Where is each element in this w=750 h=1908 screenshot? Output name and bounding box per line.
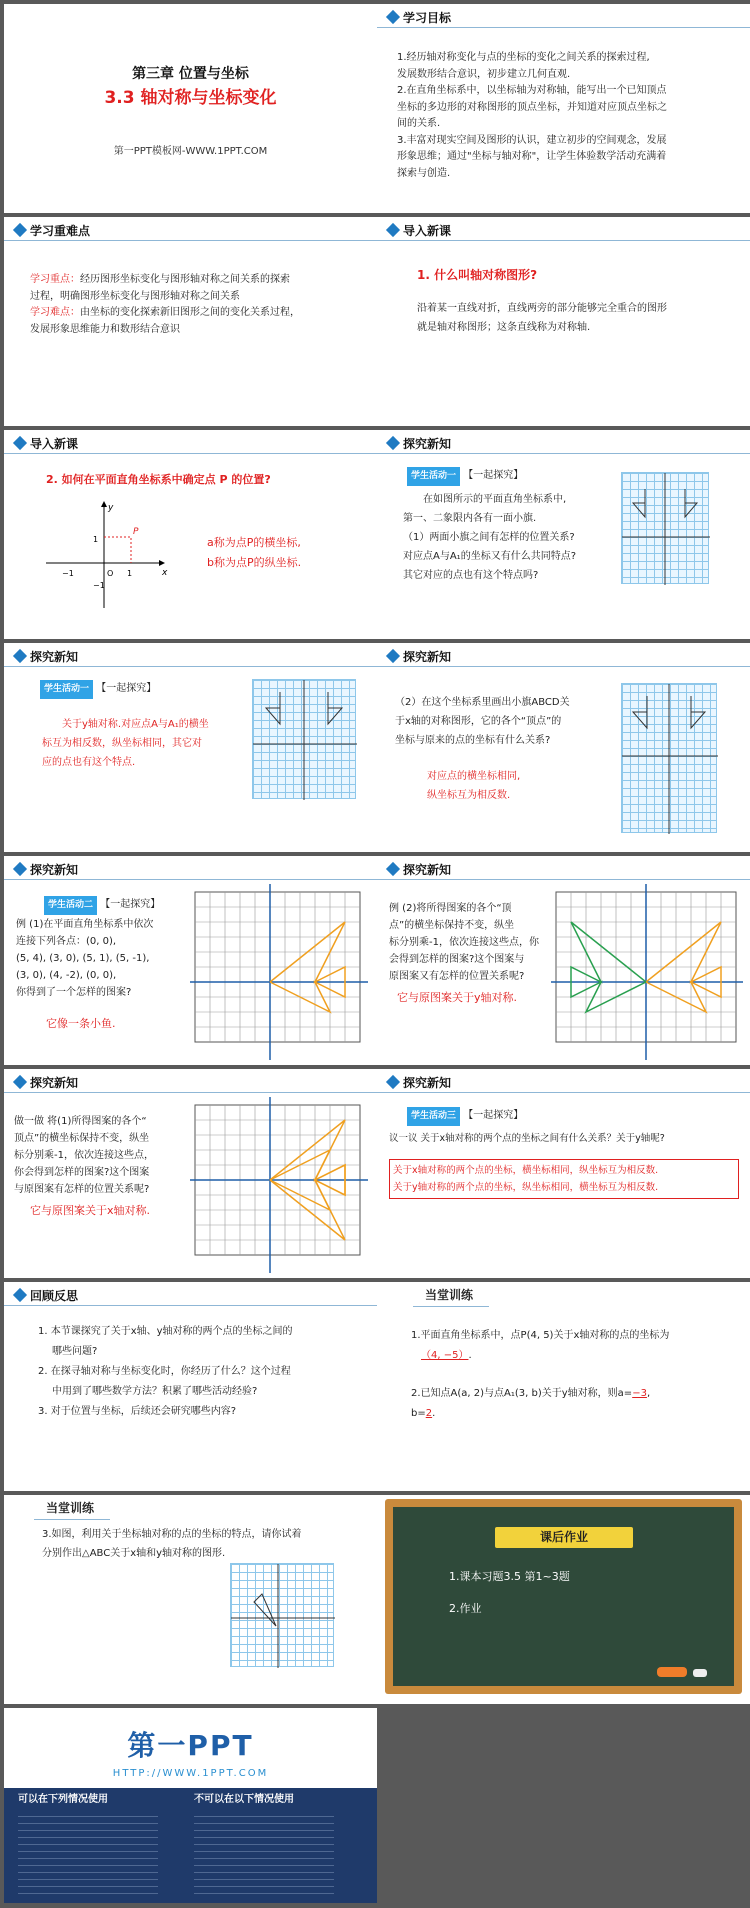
svg-text:1: 1 — [93, 535, 99, 544]
svg-text:y: y — [108, 503, 114, 513]
slide-title[interactable] — [4, 4, 377, 213]
activity-text: 例 (2)将所得图案的各个“顶 点”的横坐标保持不变，纵坐 标分别乘-1，依次连接这些点，你 会得到怎样的图案?这个图案与 原图案又有怎样的位置关系呢? — [389, 903, 539, 982]
homework-title: 课后作业 — [495, 1527, 633, 1548]
question-text: 2. 如何在平面直角坐标系中确定点 P 的位置? — [46, 473, 271, 486]
answer-text: 关于y轴对称.对应点A与A₁的横坐 标互为相反数，纵坐标相同，其它对 应的点也有这个特点. — [42, 719, 209, 768]
answer-text: 它与原图案关于x轴对称. — [30, 1204, 151, 1217]
slide-brand[interactable] — [4, 1708, 377, 1903]
fish-graph — [190, 882, 374, 1062]
can-use-heading: 可以在下列情况使用 — [18, 1794, 108, 1805]
slide-footer: 第一PPT模板网-WWW.1PPT.COM — [113, 146, 268, 157]
answer-text: 它与原图案关于y轴对称. — [397, 991, 518, 1004]
review-list: 1. 本节课探究了关于x轴、y轴对称的两个点的坐标之间的 哪些问题? 2. 在探寻轴对称与坐标变化时，你经历了什么？这个过程 中用到了哪些数学方法？积累了哪些活动经验? 3. 对于位置与坐标，后续还会研究哪些内容? — [38, 1326, 293, 1417]
lesson-title: 3.3 轴对称与坐标变化 — [104, 88, 277, 108]
brand-url[interactable]: HTTP://WWW.1PPT.COM — [112, 1768, 269, 1779]
slide-title-text: 学习目标 — [403, 11, 452, 25]
goals-text: 1.经历轴对称变化与点的坐标的变化之间关系的探索过程, 发展数形结合意识，初步建立几何直观. 2.在直角坐标系中，以坐标轴为对称轴，能写出一个已知顶点 坐标的多边形的对称图形的顶点坐标，并知道对应顶点坐标之 间的关系. 3.丰富对现实空间及图形的认识，建立初步的空间观念，发展 形象思维；通过"坐标与轴对称"，让学生体验数学活动充满着 探索与创造. — [397, 52, 667, 179]
slide-title-text: 探究新知 — [403, 1076, 452, 1090]
activity-text: （2）在这个坐标系里画出小旗ABCD关 于x轴的对称图形，它的各个“顶点”的 坐标与原来的点的坐标有什么关系? — [395, 697, 570, 746]
question-text: 1. 什么叫轴对称图形? — [417, 268, 538, 282]
triangle-grid — [230, 1563, 334, 1667]
slide-title-text: 探究新知 — [30, 1076, 79, 1090]
svg-text:−1: −1 — [93, 581, 105, 590]
slide-key-points[interactable] — [4, 217, 377, 426]
question-text: 议一议 关于x轴对称的两个点的坐标之间有什么关系？关于y轴呢? — [389, 1133, 665, 1144]
slide-practice-2[interactable] — [4, 1495, 377, 1704]
slide-explore-6[interactable] — [4, 1069, 377, 1278]
slide-review[interactable] — [4, 1282, 377, 1491]
slide-title-text: 探究新知 — [403, 437, 452, 451]
usage-panel — [4, 1788, 377, 1903]
svg-text:1: 1 — [127, 569, 133, 578]
fish-mirror-graph — [551, 882, 747, 1062]
chalk-icon — [657, 1667, 687, 1677]
slide-title-text: 当堂训练 — [425, 1288, 474, 1302]
slide-title-text: 回顾反思 — [30, 1289, 79, 1303]
chapter-title: 第三章 位置与坐标 — [132, 66, 249, 82]
svg-text:−1: −1 — [62, 569, 74, 578]
slide-learning-goals[interactable] — [377, 4, 750, 213]
slide-title-text: 导入新课 — [30, 437, 79, 451]
slide-explore-3[interactable] — [377, 643, 750, 852]
slide-intro-1[interactable] — [377, 217, 750, 426]
slide-explore-4[interactable] — [4, 856, 377, 1065]
chalk-icon — [693, 1669, 707, 1677]
slide-title-text: 导入新课 — [403, 224, 452, 238]
activity-tag: 学生活动一 【一起探究】 — [407, 467, 523, 486]
answer-text: 沿着某一直线对折，直线两旁的部分能够完全重合的图形 就是轴对称图形；这条直线称为对称轴. — [417, 303, 667, 333]
fish-x-mirror-graph — [190, 1095, 374, 1275]
practice-text: 1.平面直角坐标系中，点P(4, 5)关于x轴对称的点的坐标为 （4, −5）. 2.已知点A(a, 2)与点A₁(3, b)关于y轴对称，则a=−3, b=2. — [411, 1330, 670, 1419]
slide-explore-5[interactable] — [377, 856, 750, 1065]
svg-text:O: O — [107, 569, 114, 578]
conclusion-box: 关于x轴对称的两个点的坐标，横坐标相同，纵坐标互为相反数. 关于y轴对称的两个点的坐标，纵坐标相同，横坐标互为相反数. — [389, 1159, 739, 1199]
flag-grid — [252, 679, 356, 799]
activity-tag: 学生活动一 【一起探究】 — [40, 680, 156, 699]
slide-title-text: 探究新知 — [403, 863, 452, 877]
slide-explore-7[interactable] — [377, 1069, 750, 1278]
practice-text: 3.如图，利用关于坐标轴对称的点的坐标的特点，请你试着 分别作出△ABC关于x轴和y轴对称的图形. — [42, 1529, 302, 1559]
slide-intro-2[interactable] — [4, 430, 377, 639]
homework-list: 1.课本习题3.5 第1~3题 2.作业 — [449, 1570, 570, 1615]
flag-grid — [621, 683, 717, 833]
svg-text:P: P — [133, 527, 139, 537]
slide-title-text: 探究新知 — [30, 650, 79, 664]
key-points-text: 学习重点：经历图形坐标变化与图形轴对称之间关系的探索 过程，明确图形坐标变化与图形轴对称之间关系 学习难点：由坐标的变化探索新旧图形之间的变化关系过程， 发展形象思维能力和数形结合意识 — [30, 274, 300, 335]
activity-tag: 学生活动三 【一起探究】 — [407, 1107, 523, 1126]
answer-text: 它像一条小鱼. — [46, 1017, 116, 1030]
activity-text: 做一做 将(1)所得图案的各个“ 顶点”的横坐标保持不变，纵坐 标分别乘-1，依次连接这些点， 你会得到怎样的图案?这个图案 与原图案有怎样的位置关系呢? — [14, 1116, 154, 1195]
activity-tag: 学生活动二 【一起探究】 — [44, 896, 160, 915]
slide-title-text: 当堂训练 — [46, 1501, 95, 1515]
slide-practice-1[interactable] — [377, 1282, 750, 1491]
slide-explore-1[interactable] — [377, 430, 750, 639]
activity-text: 在如图所示的平面直角坐标系中, 第一、二象限内各有一面小旗. （1）两面小旗之间有怎样的位置关系? 对应点A与A₁的坐标又有什么共同特点? 其它对应的点也有这个特点吗? — [403, 494, 576, 581]
cannot-use-heading: 不可以在以下情况使用 — [194, 1794, 294, 1805]
answer-text: 对应点的横坐标相同, 纵坐标互为相反数. — [427, 771, 521, 801]
flag-grid — [621, 472, 709, 584]
coordinate-figure — [44, 500, 174, 610]
slide-title-text: 学习重难点 — [30, 224, 91, 238]
answer-text: a称为点P的横坐标, b称为点P的纵坐标. — [207, 536, 302, 569]
slide-title-text: 探究新知 — [30, 863, 79, 877]
slide-header — [377, 4, 750, 30]
slide-title-text: 探究新知 — [403, 650, 452, 664]
slide-homework[interactable] — [377, 1495, 750, 1704]
svg-text:x: x — [162, 568, 168, 578]
brand-logo: 第一PPT — [127, 1729, 254, 1762]
activity-text: 例 (1)在平面直角坐标系中依次 连接下列各点：(0, 0), (5, 4), (3, 0), (5, 1), (5, -1), (3, 0), (4, -2), (0, 0), 你得到了一个怎样的图案? — [16, 919, 154, 998]
slide-explore-2[interactable] — [4, 643, 377, 852]
